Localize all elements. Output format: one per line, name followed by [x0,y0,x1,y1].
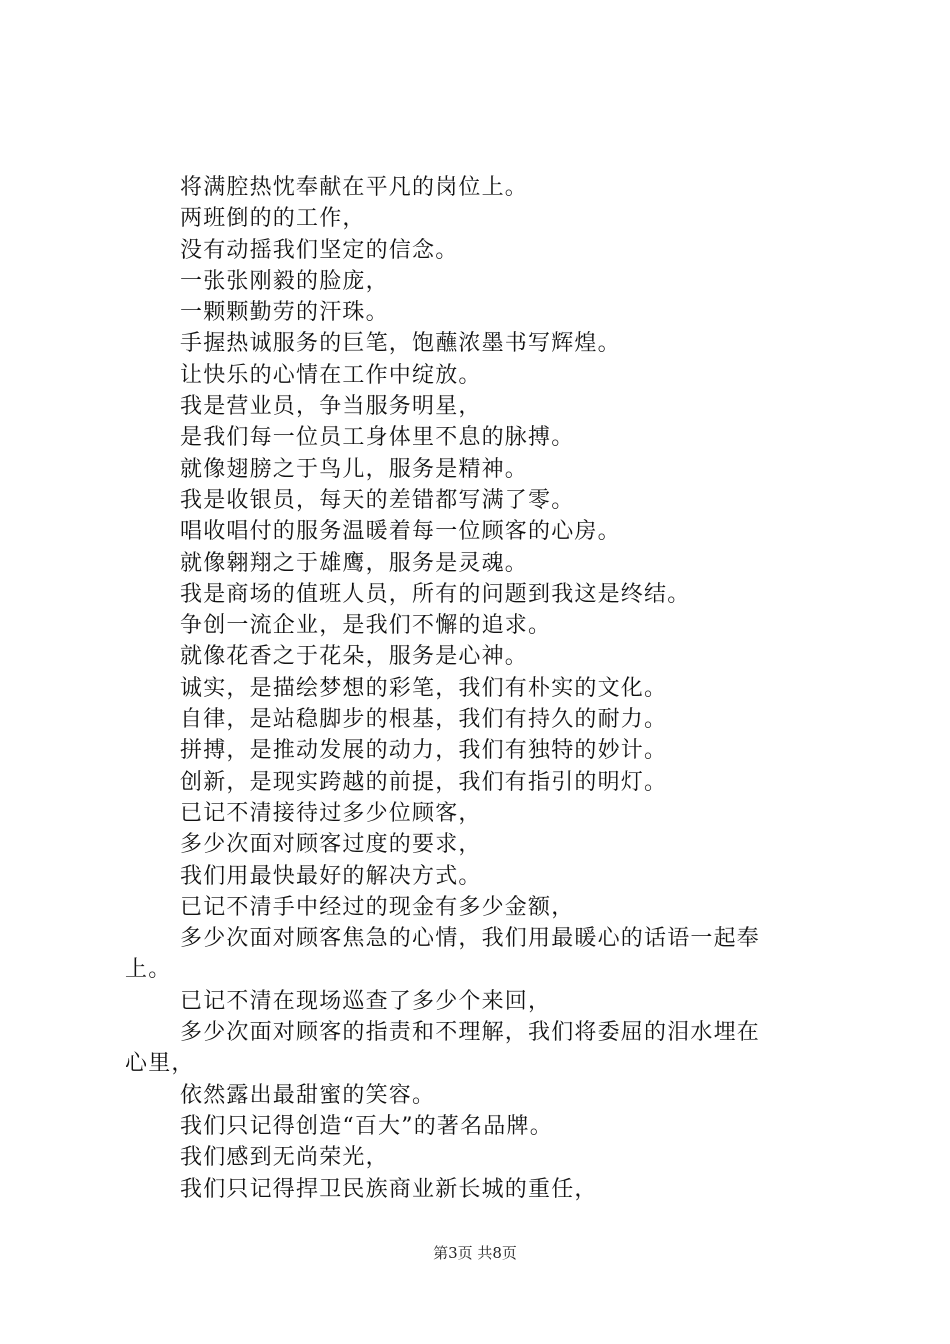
text-line: 没有动摇我们坚定的信念。 [180,237,459,263]
text-line: 依然露出最甜蜜的笑容。 [180,1082,436,1108]
text-line: 已记不清接待过多少位顾客， [180,800,482,826]
text-line: 自律，是站稳脚步的根基，我们有持久的耐力。 [180,707,668,733]
text-line: 就像花香之于花朵，服务是心神。 [180,644,529,670]
text-line: 已记不清手中经过的现金有多少金额， [180,894,575,920]
text-line-continuation: 上。 [125,957,172,983]
page-number-indicator: 第3页 共8页 [433,1244,517,1262]
text-line: 拼搏，是推动发展的动力，我们有独特的妙计。 [180,738,668,764]
text-line: 手握热诚服务的巨笔，饱蘸浓墨书写辉煌。 [180,331,621,357]
text-line: 两班倒的的工作， [180,206,366,232]
text-line: 让快乐的心情在工作中绽放。 [180,362,482,388]
text-line: 就像翱翔之于雄鹰，服务是灵魂。 [180,550,529,576]
text-line: 唱收唱付的服务温暖着每一位顾客的心房。 [180,519,621,545]
text-line: 我们只记得创造“百大”的著名品牌。 [180,1113,553,1139]
text-line: 诚实，是描绘梦想的彩笔，我们有朴实的文化。 [180,675,668,701]
document-body [125,172,837,1205]
text-line: 已记不清在现场巡查了多少个来回， [180,988,552,1014]
text-line: 我们用最快最好的解决方式。 [180,863,482,889]
text-line: 将满腔热忱奉献在平凡的岗位上。 [180,175,529,200]
text-line: 就像翅膀之于鸟儿，服务是精神。 [180,456,529,482]
text-line: 我是营业员，争当服务明星， [180,394,482,420]
text-line: 我们感到无尚荣光， [180,1145,389,1171]
page-footer [0,1243,950,1263]
text-line: 争创一流企业，是我们不懈的追求。 [180,613,552,639]
text-line-continuation: 心里， [125,1051,195,1077]
text-line: 创新，是现实跨越的前提，我们有指引的明灯。 [180,769,668,795]
text-line: 我们只记得捍卫民族商业新长城的重任， [180,1176,598,1202]
text-line: 一张张刚毅的脸庞， [180,268,389,294]
text-line: 一颗颗勤劳的汗珠。 [180,300,389,326]
text-line: 我是收银员，每天的差错都写满了零。 [180,487,575,513]
text-line: 我是商场的值班人员，所有的问题到我这是终结。 [180,581,691,607]
text-line: 多少次面对顾客的指责和不理解，我们将委屈的泪水埋在 [180,1020,761,1046]
text-line: 多少次面对顾客过度的要求， [180,832,482,858]
text-line: 是我们每一位员工身体里不息的脉搏。 [180,425,575,451]
text-line: 多少次面对顾客焦急的心情，我们用最暖心的话语一起奉 [180,926,761,952]
